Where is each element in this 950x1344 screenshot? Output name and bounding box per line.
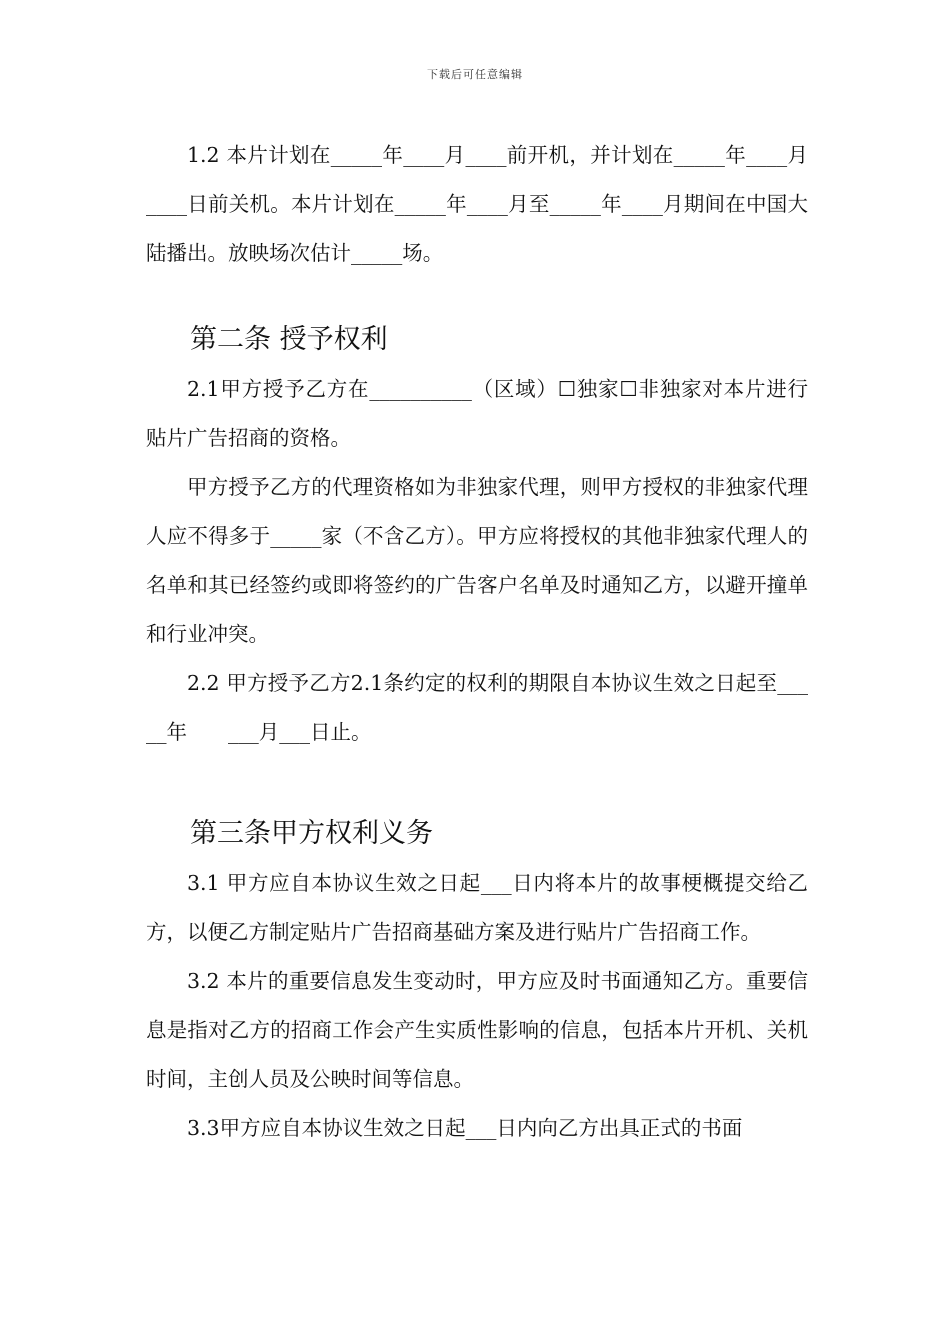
header-note: 下载后可任意编辑 xyxy=(427,68,523,81)
document-body xyxy=(146,131,808,1153)
clause-3-1: 3.1 甲方应自本协议生效之日起___日内将本片的故事梗概提交给乙方，以便乙方制定贴片广告招商基础方案及进行贴片广告招商工作。 xyxy=(146,871,808,944)
clause-1-2: 1.2 本片计划在_____年____月____前开机，并计划在_____年____月____日前关机。本片计划在_____年____月至_____年____月期间在中国大陆播出。放映场次估计_____场。 xyxy=(146,143,808,265)
article-2-heading: 第二条 授予权利 xyxy=(190,324,388,355)
article-3-heading: 第三条甲方权利义务 xyxy=(190,818,433,849)
clause-2-1-continued: 甲方授予乙方的代理资格如为非独家代理，则甲方授权的非独家代理人应不得多于_____家（不含乙方）。甲方应将授权的其他非独家代理人的名单和其已经签约或即将签约的广告客户名单及时通知乙方，以避开撞单和行业冲突。 xyxy=(146,475,808,646)
clause-2-2: 2.2 甲方授予乙方2.1条约定的权利的期限自本协议生效之日起至_____年 ___月___日止。 xyxy=(146,671,808,744)
clause-3-3: 3.3甲方应自本协议生效之日起___日内向乙方出具正式的书面 xyxy=(187,1116,743,1140)
clause-3-2: 3.2 本片的重要信息发生变动时，甲方应及时书面通知乙方。重要信息是指对乙方的招商工作会产生实质性影响的信息，包括本片开机、关机时间，主创人员及公映时间等信息。 xyxy=(146,969,808,1091)
clause-2-1: 2.1甲方授予乙方在__________（区域）☐独家☐非独家对本片进行贴片广告招商的资格。 xyxy=(146,377,808,450)
